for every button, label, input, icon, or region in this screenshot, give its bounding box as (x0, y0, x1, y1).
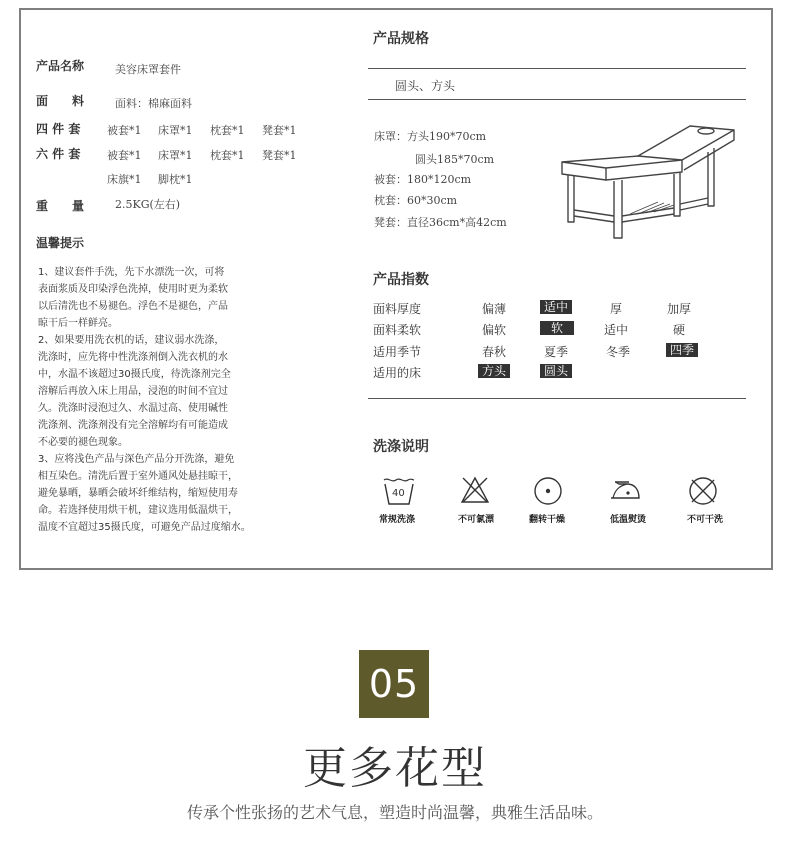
four-piece-label: 四 件 套 (36, 122, 81, 136)
weight-label-a: 重 (36, 199, 49, 213)
care-line: 晾干后一样鲜亮。 (38, 318, 118, 329)
index-option: 春秋 (482, 345, 507, 359)
weight-label-b: 量 (72, 199, 85, 213)
four-piece-item: 枕套*1 (210, 124, 245, 137)
index-row-label: 面料柔软 (373, 323, 422, 337)
no-dry-clean-icon (688, 476, 718, 506)
wash-label: 不可干洗 (687, 515, 724, 525)
care-line: 不必要的褪色现象。 (38, 437, 128, 448)
spec-line: 凳套：直径36cm*高42cm (374, 216, 507, 229)
divider (368, 99, 746, 100)
six-piece-item: 床罩*1 (158, 149, 193, 162)
index-option-selected: 四季 (666, 343, 698, 357)
care-line: 2、如果要用洗衣机的话，建议弱水洗涤， (38, 335, 225, 346)
care-line: 3、应将浅色产品与深色产品分开洗涤，避免 (38, 454, 235, 465)
beauty-bed-illustration (558, 118, 738, 242)
index-option: 厚 (610, 302, 623, 316)
care-line: 以后清洗也不易褪色。浮色不是褪色，产品 (38, 301, 228, 312)
index-option: 偏薄 (482, 302, 507, 316)
six-piece-item: 脚枕*1 (158, 173, 193, 186)
spec-shape: 圆头、方头 (395, 79, 456, 93)
section-title: 更多花型 (303, 743, 487, 794)
care-title: 温馨提示 (36, 236, 85, 250)
spec-line: 床罩：方头190*70cm (374, 130, 487, 143)
index-title: 产品指数 (373, 272, 429, 288)
index-option-selected: 方头 (478, 364, 510, 378)
six-piece-item: 枕套*1 (210, 149, 245, 162)
care-line: 表面浆质及印染浮色洗掉，使用时更为柔软 (38, 284, 228, 295)
index-option: 适中 (604, 323, 629, 337)
wash-label: 常规洗涤 (379, 515, 416, 525)
six-piece-label: 六 件 套 (36, 147, 81, 161)
wash-label: 翻转干燥 (529, 515, 566, 525)
index-option: 偏软 (482, 323, 507, 337)
care-line: 温度不宜超过35摄氏度，可避免产品过度缩水。 (38, 522, 251, 533)
wash-label: 低温熨烫 (610, 515, 647, 525)
care-text (38, 264, 288, 536)
fabric-label-a: 面 (36, 94, 49, 108)
four-piece-item: 床罩*1 (158, 124, 193, 137)
divider (368, 68, 746, 69)
index-option: 加厚 (667, 302, 692, 316)
care-line: 命。若选择使用烘干机，建议选用低温烘干， (38, 505, 238, 516)
care-line: 中，水温不该超过30摄氏度，待洗涤剂完全 (38, 369, 231, 380)
fabric-label-b: 料 (72, 94, 85, 108)
index-option: 夏季 (544, 345, 569, 359)
care-line: 相互染色。清洗后置于室外通风处悬挂晾干， (38, 471, 238, 482)
six-piece-item: 床旗*1 (107, 173, 142, 186)
care-line: 洗涤时，应先将中性洗涤剂倒入洗衣机的水 (38, 352, 228, 363)
wash-temp: 40 (392, 488, 405, 499)
no-bleach-icon (460, 476, 490, 504)
six-piece-item: 凳套*1 (262, 149, 297, 162)
four-piece-item: 被套*1 (107, 124, 142, 137)
index-option: 硬 (673, 323, 686, 337)
spec-title: 产品规格 (373, 31, 429, 47)
index-option-selected: 适中 (540, 300, 572, 314)
name-label: 产品名称 (36, 59, 85, 73)
index-row-label: 适用的床 (373, 366, 422, 380)
spec-line: 被套：180*120cm (374, 173, 472, 186)
tumble-dry-icon (533, 476, 563, 506)
fabric-value: 面料：棉麻面料 (115, 97, 192, 110)
weight-value: 2.5KG(左右) (115, 198, 181, 211)
spec-line: 圆头185*70cm (415, 153, 495, 166)
index-option: 冬季 (606, 345, 631, 359)
spec-line: 枕套：60*30cm (374, 194, 458, 207)
care-line: 1、建议套件手洗，先下水漂洗一次，可将 (38, 267, 225, 278)
care-line: 洗涤剂、洗涤剂没有完全溶解均有可能造成 (38, 420, 228, 431)
section-subtitle: 传承个性张扬的艺术气息，塑造时尚温馨，典雅生活品味。 (186, 803, 603, 822)
iron-icon (609, 478, 641, 502)
care-line: 溶解后再放入床上用品，浸泡的时间不宜过 (38, 386, 228, 397)
wash-label: 不可氯漂 (458, 515, 495, 525)
section-number-badge: 05 (359, 650, 429, 718)
index-option-selected: 圆头 (540, 364, 572, 378)
name-value: 美容床罩套件 (115, 63, 181, 76)
care-line: 久。洗涤时浸泡过久、水温过高、使用碱性 (38, 403, 228, 414)
care-line: 避免暴晒，暴晒会破坏纤维结构，缩短使用寿 (38, 488, 238, 499)
wash-title: 洗涤说明 (373, 439, 429, 455)
index-option-selected: 软 (540, 321, 574, 335)
six-piece-item: 被套*1 (107, 149, 142, 162)
index-row-label: 适用季节 (373, 345, 422, 359)
index-row-label: 面料厚度 (373, 302, 422, 316)
divider (368, 398, 746, 399)
four-piece-item: 凳套*1 (262, 124, 297, 137)
